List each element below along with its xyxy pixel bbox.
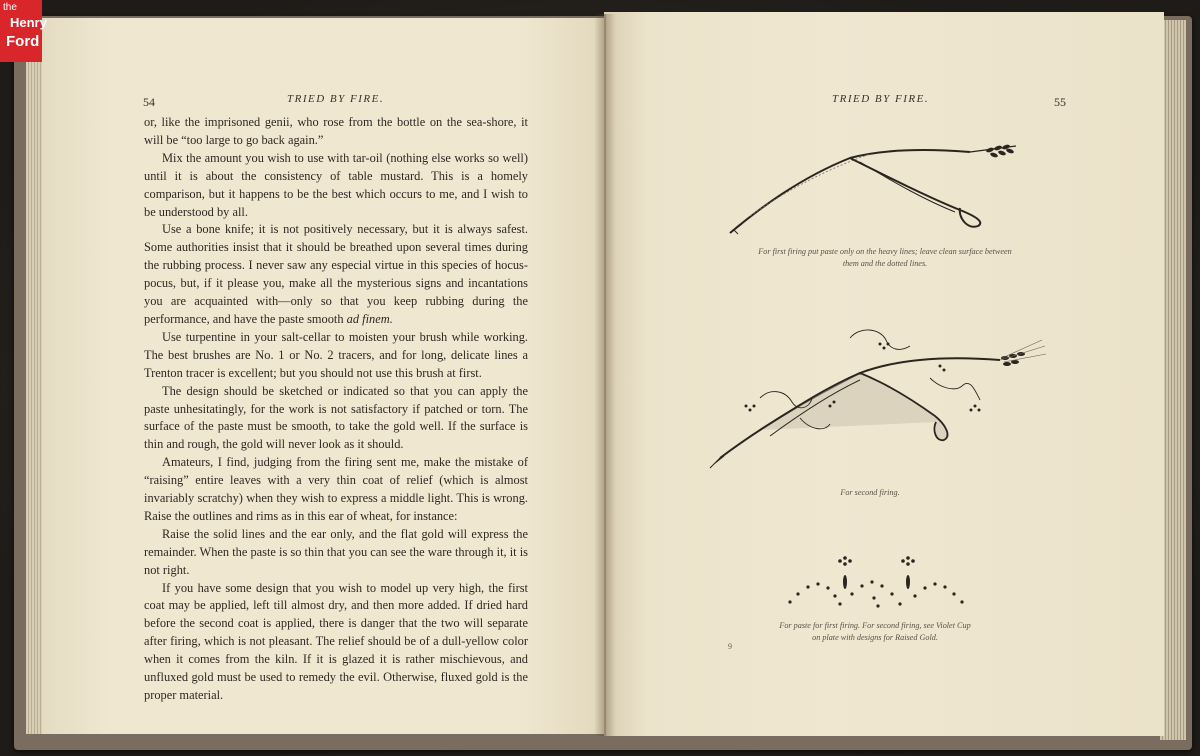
paragraph-3 bbox=[144, 221, 528, 328]
caption-first-firing-line1: For first firing put paste only on the heavy lines; leave clean surface between bbox=[758, 247, 1012, 256]
caption-dot-pattern-line2: on plate with designs for Raised Gold. bbox=[812, 633, 938, 642]
wheat-vine-second-firing-illustration bbox=[700, 318, 1060, 478]
paragraph-1: or, like the imprisoned genii, who rose from the bottle on the sea-shore, it will be “too large to go back again.” bbox=[144, 115, 528, 147]
paragraph-5: The design should be sketched or indicated so that you can apply the paste unhesitatingly, for the work is not satisfactory if patched or torn. The surface of the paste must be smooth, to take the gold well. If the surface is thin and rough, the gold will never look as it should. bbox=[144, 383, 528, 452]
paragraph-3-text: Use a bone knife; it is not positively necessary, but it is always safest. Some authorities insist that it should be breathed upon several times during the rubbing process. I never saw any especial virtue in this species of hocus-pocus, but, if it please you, make all the mysterious signs and incantations you are acquainted with—only so that you keep rubbing during the performance, and have the paste smooth bbox=[144, 222, 528, 326]
logo-text-ford: Ford bbox=[6, 33, 40, 50]
caption-dot-pattern bbox=[740, 620, 1010, 644]
left-running-head: TRIED BY FIRE. bbox=[287, 93, 385, 105]
paragraph-6: Amateurs, I find, judging from the firing sent me, make the mistake of “raising” entire leaves with a very thin coat of relief (which is almost invariably scratchy) when they wish to express a middle light. This is wrong. Raise the outlines and rims as in this ear of wheat, for instance: bbox=[144, 455, 528, 523]
caption-second-firing: For second firing. bbox=[840, 488, 900, 497]
paragraph-7: Raise the solid lines and the ear only, and the flat gold will express the remainder. When the paste is so thin that you can see the ware through it, it is not right. bbox=[144, 526, 528, 577]
left-page-number: 54 bbox=[143, 95, 155, 109]
left-page-body bbox=[144, 114, 528, 705]
right-page-number: 55 bbox=[1054, 95, 1066, 109]
caption-dot-pattern-line1: For paste for first firing. For second firing, see Violet Cup bbox=[779, 621, 971, 630]
logo-text-the: the bbox=[3, 2, 17, 13]
paragraph-2: Mix the amount you wish to use with tar-oil (nothing else works so well) until it is about the consistency of table mustard. This is a homely comparison, but it happens to be the best which occurs to me, and I wish to be understood by all. bbox=[144, 150, 528, 219]
signature-mark: 9 bbox=[728, 642, 732, 651]
paragraph-8: If you have some design that you wish to model up very high, the first coat may be applied, left till almost dry, and then more added. If dried hard before the second coat is applied, there is danger that the two will separate after firing, which is not pleasant. The relief should be of a dull-yellow color when it comes from the kiln. If it is glazed it is rather mischievous, and unfluxed gold must be used to remedy the evil. Otherwise, fluxed gold is the proper material. bbox=[144, 580, 528, 702]
caption-first-firing bbox=[730, 246, 1040, 270]
caption-first-firing-line2: them and the dotted lines. bbox=[842, 259, 928, 268]
book-gutter bbox=[594, 14, 616, 736]
wheat-stalk-first-firing-illustration bbox=[720, 138, 1040, 238]
italic-ad-finem: ad finem. bbox=[346, 311, 393, 326]
henry-ford-logo bbox=[0, 0, 47, 62]
logo-text-henry: Henry bbox=[10, 15, 47, 30]
dot-ornament-illustration bbox=[780, 552, 970, 614]
right-running-head: TRIED BY FIRE. bbox=[832, 93, 930, 105]
paragraph-4: Use turpentine in your salt-cellar to moisten your brush while working. The best brushes are No. 1 or No. 2 tracers, and for long, delicate lines a Trenton tracer is excellent; but you should not use this brush at first. bbox=[144, 329, 528, 380]
